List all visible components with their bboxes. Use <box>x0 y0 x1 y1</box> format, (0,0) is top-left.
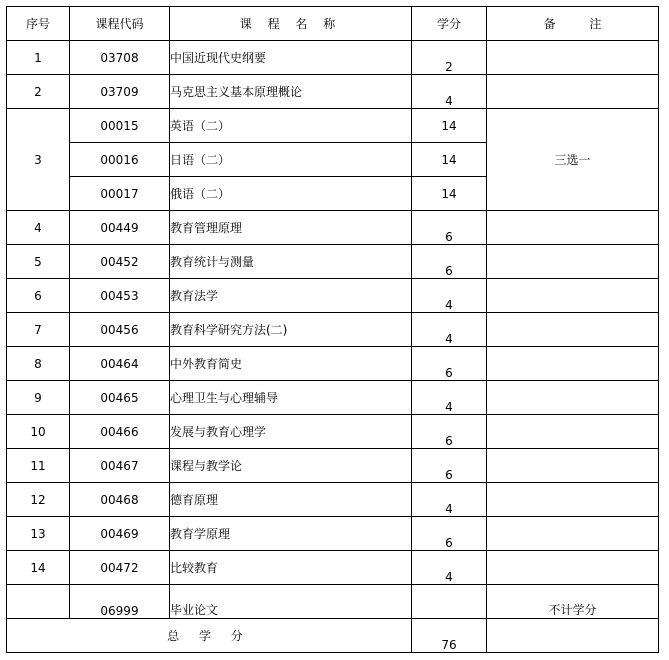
remark-cell <box>487 449 659 483</box>
code-cell: 00017 <box>70 177 170 211</box>
credit-cell: 2 <box>412 41 487 75</box>
credit-cell: 6 <box>412 449 487 483</box>
total-credit: 76 <box>412 619 487 653</box>
code-cell: 00016 <box>70 143 170 177</box>
table-row <box>7 41 659 75</box>
code-cell: 00465 <box>70 381 170 415</box>
name-cell: 比较教育 <box>170 551 412 585</box>
credit-cell <box>412 585 487 619</box>
name-cell: 教育管理原理 <box>170 211 412 245</box>
table-row <box>7 415 659 449</box>
header-remark: 备 注 <box>487 7 659 41</box>
seq-cell: 7 <box>7 313 70 347</box>
thesis-row <box>7 585 659 619</box>
code-cell: 00452 <box>70 245 170 279</box>
name-cell: 教育学原理 <box>170 517 412 551</box>
seq-cell: 13 <box>7 517 70 551</box>
name-cell: 心理卫生与心理辅导 <box>170 381 412 415</box>
name-cell: 教育统计与测量 <box>170 245 412 279</box>
code-cell: 00469 <box>70 517 170 551</box>
code-cell: 00467 <box>70 449 170 483</box>
header-code: 课程代码 <box>70 7 170 41</box>
remark-cell <box>487 347 659 381</box>
name-cell: 英语（二） <box>170 109 412 143</box>
remark-cell <box>487 245 659 279</box>
remark-cell <box>487 381 659 415</box>
credit-cell: 14 <box>412 177 487 211</box>
code-cell: 00466 <box>70 415 170 449</box>
seq-cell: 5 <box>7 245 70 279</box>
seq-cell: 3 <box>7 109 70 211</box>
seq-cell: 14 <box>7 551 70 585</box>
seq-cell <box>7 585 70 619</box>
code-cell: 00472 <box>70 551 170 585</box>
credit-cell: 4 <box>412 483 487 517</box>
remark-cell <box>487 41 659 75</box>
credit-cell: 6 <box>412 245 487 279</box>
code-cell: 03709 <box>70 75 170 109</box>
seq-cell: 8 <box>7 347 70 381</box>
credit-cell: 4 <box>412 279 487 313</box>
table-row <box>7 75 659 109</box>
table-row <box>7 245 659 279</box>
seq-cell: 12 <box>7 483 70 517</box>
header-name: 课 程 名 称 <box>170 7 412 41</box>
table-row <box>7 381 659 415</box>
table-row <box>7 347 659 381</box>
table-header-row <box>7 7 659 41</box>
course-table <box>6 6 659 653</box>
code-cell: 00449 <box>70 211 170 245</box>
table-row <box>7 517 659 551</box>
name-cell: 德育原理 <box>170 483 412 517</box>
name-cell: 课程与教学论 <box>170 449 412 483</box>
credit-cell: 4 <box>412 313 487 347</box>
remark-cell: 不计学分 <box>487 585 659 619</box>
credit-cell: 6 <box>412 415 487 449</box>
table-row <box>7 551 659 585</box>
name-cell: 教育科学研究方法(二) <box>170 313 412 347</box>
name-cell: 中外教育简史 <box>170 347 412 381</box>
seq-cell: 1 <box>7 41 70 75</box>
remark-cell <box>487 313 659 347</box>
remark-cell <box>487 75 659 109</box>
name-cell: 马克思主义基本原理概论 <box>170 75 412 109</box>
code-cell: 00456 <box>70 313 170 347</box>
name-cell: 俄语（二） <box>170 177 412 211</box>
code-cell: 00468 <box>70 483 170 517</box>
code-cell: 00464 <box>70 347 170 381</box>
credit-cell: 4 <box>412 381 487 415</box>
credit-cell: 14 <box>412 109 487 143</box>
credit-cell: 6 <box>412 347 487 381</box>
name-cell: 中国近现代史纲要 <box>170 41 412 75</box>
remark-cell <box>487 211 659 245</box>
remark-cell <box>487 619 659 653</box>
seq-cell: 4 <box>7 211 70 245</box>
code-cell: 06999 <box>70 585 170 619</box>
remark-cell <box>487 483 659 517</box>
seq-cell: 9 <box>7 381 70 415</box>
table-row <box>7 313 659 347</box>
table-row <box>7 109 659 143</box>
seq-cell: 11 <box>7 449 70 483</box>
name-cell: 教育法学 <box>170 279 412 313</box>
seq-cell: 2 <box>7 75 70 109</box>
code-cell: 00015 <box>70 109 170 143</box>
header-credit: 学分 <box>412 7 487 41</box>
total-row <box>7 619 659 653</box>
table-row <box>7 483 659 517</box>
code-cell: 03708 <box>70 41 170 75</box>
credit-cell: 4 <box>412 551 487 585</box>
remark-cell <box>487 517 659 551</box>
credit-cell: 4 <box>412 75 487 109</box>
header-seq: 序号 <box>7 7 70 41</box>
credit-cell: 6 <box>412 211 487 245</box>
table-row <box>7 449 659 483</box>
remark-cell <box>487 279 659 313</box>
code-cell: 00453 <box>70 279 170 313</box>
name-cell: 发展与教育心理学 <box>170 415 412 449</box>
seq-cell: 10 <box>7 415 70 449</box>
remark-cell <box>487 551 659 585</box>
credit-cell: 6 <box>412 517 487 551</box>
total-label: 总 学 分 <box>7 619 412 653</box>
table-row <box>7 279 659 313</box>
remark-cell <box>487 415 659 449</box>
name-cell: 毕业论文 <box>170 585 412 619</box>
seq-cell: 6 <box>7 279 70 313</box>
table-row <box>7 211 659 245</box>
name-cell: 日语（二） <box>170 143 412 177</box>
remark-cell: 三选一 <box>487 109 659 211</box>
credit-cell: 14 <box>412 143 487 177</box>
